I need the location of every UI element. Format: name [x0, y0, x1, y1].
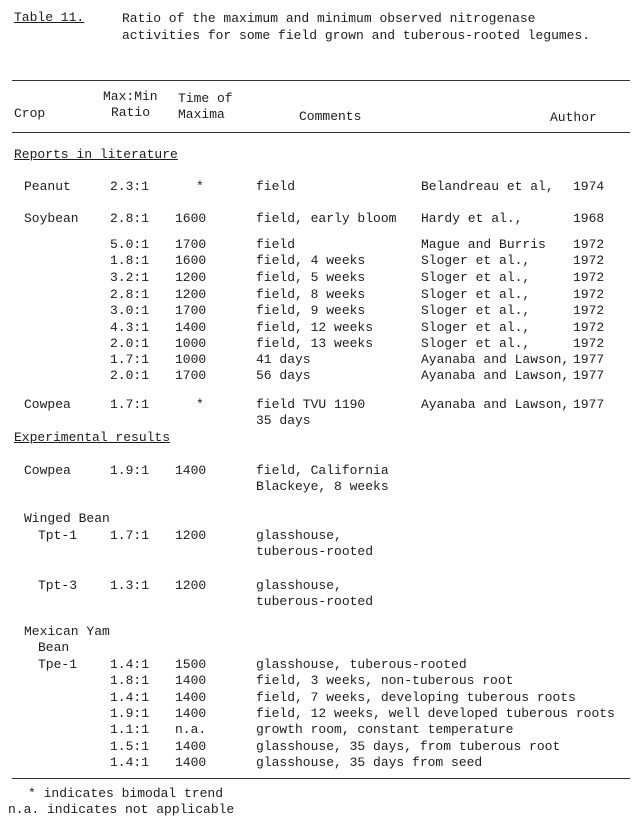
row-time: 1700	[175, 368, 207, 383]
header-time	[178, 91, 233, 123]
row-crop: Tpt-3	[38, 578, 78, 593]
row-ratio: 4.3:1	[110, 320, 150, 335]
row-comment: glasshouse,	[256, 528, 342, 543]
row-year: 1972	[573, 336, 605, 351]
header-rule	[12, 132, 630, 133]
caption-line: Ratio of the maximum and minimum observed nitrogenase	[122, 11, 536, 26]
row-time: 1200	[175, 578, 207, 593]
row-ratio: 1.1:1	[110, 722, 150, 737]
row-time: 1400	[175, 755, 207, 770]
caption-line: activities for some field grown and tuberous-rooted legumes.	[122, 28, 591, 43]
row-ratio: 2.3:1	[110, 179, 150, 194]
row-author: Mague and Burris	[421, 237, 546, 252]
row-time: 1700	[175, 237, 207, 252]
row-crop: Mexican Yam	[24, 624, 110, 639]
row-time: n.a.	[175, 722, 207, 737]
row-author: Sloger et al.,	[421, 270, 531, 285]
row-ratio: 1.8:1	[110, 673, 150, 688]
footnote-na: n.a. indicates not applicable	[8, 802, 235, 817]
row-ratio: 1.3:1	[110, 578, 150, 593]
row-author: Belandreau et al,	[421, 179, 554, 194]
row-ratio: 1.5:1	[110, 739, 150, 754]
row-comment: field, early bloom	[256, 211, 397, 226]
row-comment: field, California	[256, 463, 389, 478]
row-comment: 56 days	[256, 368, 311, 383]
row-ratio: 3.0:1	[110, 303, 150, 318]
row-comment: field, 9 weeks	[256, 303, 366, 318]
header-ratio-line: Max:Min	[103, 89, 158, 104]
section-experimental: Experimental results	[14, 430, 171, 445]
footnote-bimodal: * indicates bimodal trend	[28, 786, 224, 801]
row-comment: field, 3 weeks, non-tuberous root	[256, 673, 514, 688]
row-ratio: 5.0:1	[110, 237, 150, 252]
row-comment: field, 12 weeks, well developed tuberous roots	[256, 706, 615, 721]
row-time: 1500	[175, 657, 207, 672]
header-comments: Comments	[299, 109, 362, 124]
row-year: 1972	[573, 253, 605, 268]
header-time-line: Maxima	[178, 107, 225, 122]
row-comment: growth room, constant temperature	[256, 722, 514, 737]
row-comment: 41 days	[256, 352, 311, 367]
table-label: Table 11.	[14, 10, 85, 25]
row-comment: glasshouse, 35 days, from tuberous root	[256, 739, 561, 754]
row-comment: field, 13 weeks	[256, 336, 374, 351]
row-comment: glasshouse, 35 days from seed	[256, 755, 483, 770]
row-year: 1972	[573, 303, 605, 318]
row-author: Ayanaba and Lawson,	[421, 368, 570, 383]
row-comment: glasshouse,	[256, 578, 342, 593]
row-author: Sloger et al.,	[421, 253, 531, 268]
bottom-rule	[12, 778, 630, 779]
row-year: 1972	[573, 287, 605, 302]
header-time-line: Time of	[178, 91, 233, 106]
row-ratio: 1.7:1	[110, 352, 150, 367]
header-ratio-line: Ratio	[111, 105, 151, 120]
row-year: 1977	[573, 352, 605, 367]
row-author: Sloger et al.,	[421, 303, 531, 318]
row-comment: field	[256, 179, 296, 194]
row-comment: field, 8 weeks	[256, 287, 366, 302]
row-crop: Bean	[38, 640, 70, 655]
row-author: Hardy et al.,	[421, 211, 523, 226]
row-comment: tuberous-rooted	[256, 594, 374, 609]
row-author: Sloger et al.,	[421, 336, 531, 351]
row-ratio: 1.8:1	[110, 253, 150, 268]
row-crop: Tpe-1	[38, 657, 78, 672]
row-comment: field, 5 weeks	[256, 270, 366, 285]
row-ratio: 2.0:1	[110, 336, 150, 351]
row-comment: field	[256, 237, 296, 252]
row-crop: Soybean	[24, 211, 79, 226]
row-year: 1972	[573, 320, 605, 335]
row-year: 1968	[573, 211, 605, 226]
top-rule	[12, 80, 630, 81]
row-comment: field, 4 weeks	[256, 253, 366, 268]
header-author: Author	[550, 110, 597, 125]
row-comment: tuberous-rooted	[256, 544, 374, 559]
row-year: 1972	[573, 270, 605, 285]
row-ratio: 1.7:1	[110, 528, 150, 543]
row-ratio: 1.4:1	[110, 755, 150, 770]
row-year: 1972	[573, 237, 605, 252]
row-crop: Winged Bean	[24, 511, 110, 526]
row-year: 1974	[573, 179, 605, 194]
row-comment: glasshouse, tuberous-rooted	[256, 657, 467, 672]
row-crop: Cowpea	[24, 397, 71, 412]
row-year: 1977	[573, 397, 605, 412]
row-author: Sloger et al.,	[421, 287, 531, 302]
row-time: 1400	[175, 463, 207, 478]
row-time: *	[196, 397, 204, 412]
row-time: 1600	[175, 211, 207, 226]
row-ratio: 1.7:1	[110, 397, 150, 412]
row-comment: field, 12 weeks	[256, 320, 374, 335]
row-author: Sloger et al.,	[421, 320, 531, 335]
row-time: 1000	[175, 336, 207, 351]
row-ratio: 2.8:1	[110, 211, 150, 226]
row-comment: field TVU 1190	[256, 397, 366, 412]
row-time: 1400	[175, 673, 207, 688]
header-ratio	[103, 89, 158, 121]
row-ratio: 2.8:1	[110, 287, 150, 302]
row-time: 1600	[175, 253, 207, 268]
row-time: 1400	[175, 739, 207, 754]
row-ratio: 1.9:1	[110, 463, 150, 478]
row-time: 1400	[175, 320, 207, 335]
row-time: 1700	[175, 303, 207, 318]
row-comment: 35 days	[256, 413, 311, 428]
row-ratio: 3.2:1	[110, 270, 150, 285]
row-crop: Peanut	[24, 179, 71, 194]
row-time: 1200	[175, 528, 207, 543]
row-ratio: 1.9:1	[110, 706, 150, 721]
row-crop: Tpt-1	[38, 528, 78, 543]
row-ratio: 1.4:1	[110, 690, 150, 705]
row-time: 1400	[175, 690, 207, 705]
row-comment: field, 7 weeks, developing tuberous roots	[256, 690, 576, 705]
section-literature: Reports in literature	[14, 147, 178, 162]
row-author: Ayanaba and Lawson,	[421, 397, 570, 412]
row-ratio: 2.0:1	[110, 368, 150, 383]
row-time: *	[196, 179, 204, 194]
row-time: 1000	[175, 352, 207, 367]
row-time: 1200	[175, 287, 207, 302]
row-ratio: 1.4:1	[110, 657, 150, 672]
row-author: Ayanaba and Lawson,	[421, 352, 570, 367]
header-crop: Crop	[14, 106, 46, 121]
table-caption	[122, 10, 622, 44]
row-year: 1977	[573, 368, 605, 383]
row-time: 1400	[175, 706, 207, 721]
row-crop: Cowpea	[24, 463, 71, 478]
row-comment: Blackeye, 8 weeks	[256, 479, 389, 494]
row-time: 1200	[175, 270, 207, 285]
